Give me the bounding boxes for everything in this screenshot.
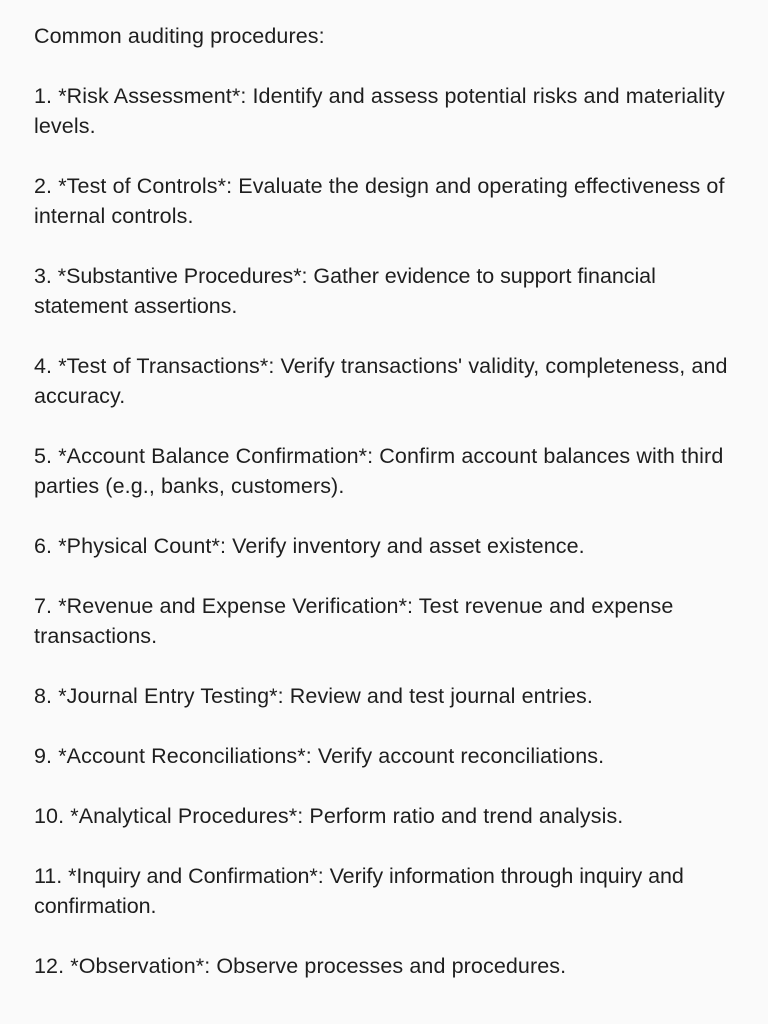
list-item: 10. *Analytical Procedures*: Perform ratio and trend analysis. (34, 804, 624, 828)
list-item: 3. *Substantive Procedures*: Gather evidence to support financial statement assertions. (34, 264, 656, 318)
list-item: 1. *Risk Assessment*: Identify and assess potential risks and materiality levels. (34, 84, 725, 138)
list-item: 9. *Account Reconciliations*: Verify account reconciliations. (34, 744, 605, 768)
list-item: 2. *Test of Controls*: Evaluate the design and operating effectiveness of internal controls. (34, 174, 725, 228)
list-item: 8. *Journal Entry Testing*: Review and test journal entries. (34, 684, 593, 708)
list-item: 7. *Revenue and Expense Verification*: Test revenue and expense transactions. (34, 594, 674, 648)
list-item: 11. *Inquiry and Confirmation*: Verify information through inquiry and confirmation. (34, 864, 684, 918)
document-intro: Common auditing procedures: (34, 24, 325, 48)
procedure-list (34, 81, 732, 981)
list-item: 4. *Test of Transactions*: Verify transactions' validity, completeness, and accuracy. (34, 354, 728, 408)
list-item: 12. *Observation*: Observe processes and procedures. (34, 954, 567, 978)
list-item: 6. *Physical Count*: Verify inventory and asset existence. (34, 534, 585, 558)
list-item: 5. *Account Balance Confirmation*: Confirm account balances with third parties (e.g., banks, customers). (34, 444, 724, 498)
